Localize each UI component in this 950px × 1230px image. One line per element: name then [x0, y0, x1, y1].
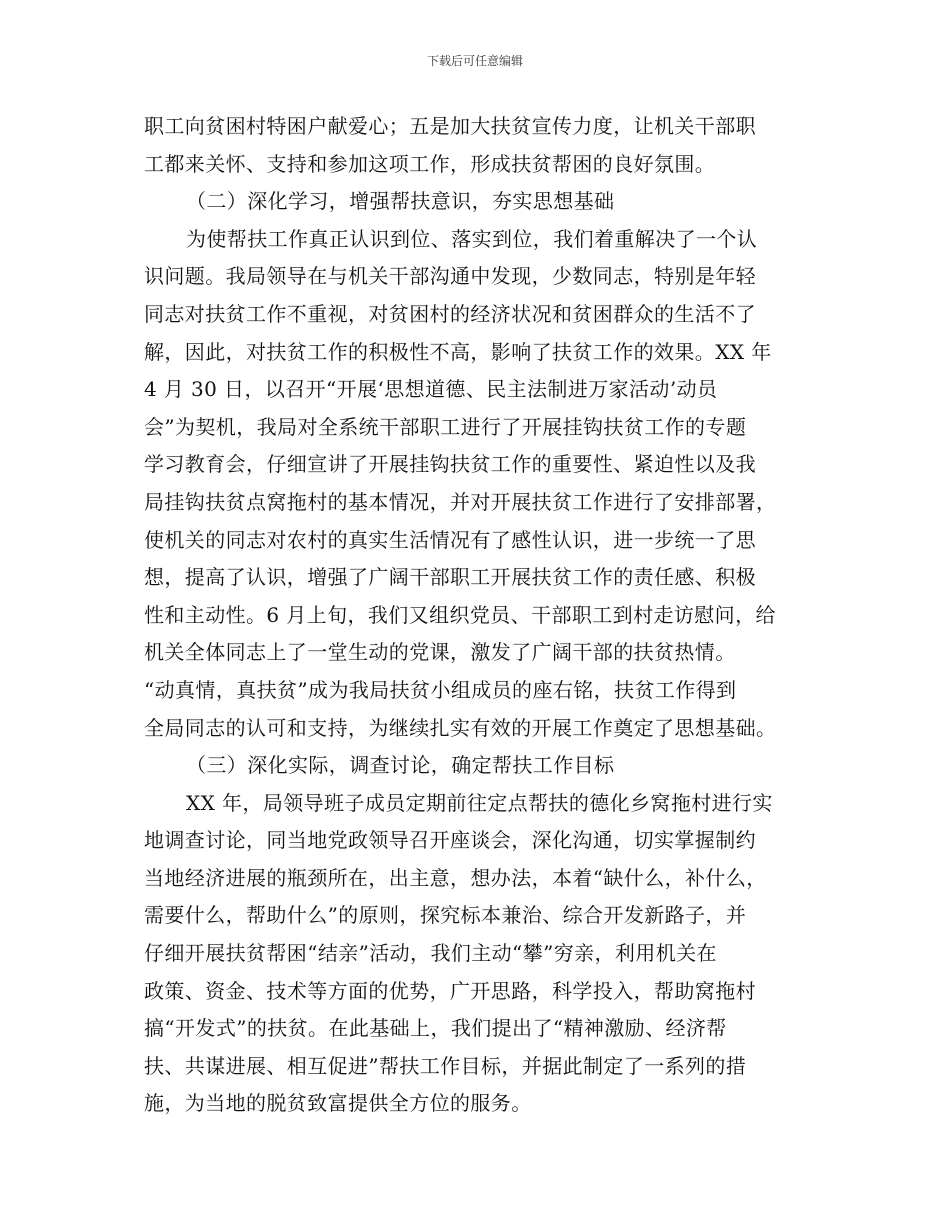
text-line: 政策、资金、技术等方面的优势，广开思路，科学投入，帮助窝拖村 — [144, 978, 756, 1003]
text-line: （三）深化实际，调查讨论，确定帮扶工作目标 — [186, 753, 615, 778]
document-body — [144, 108, 810, 1123]
text-line: 扶、共谋进展、相互促进”帮扶工作目标，并据此制定了一系列的措 — [144, 1053, 747, 1078]
text-line: 工都来关怀、支持和参加这项工作，形成扶贫帮困的良好氛围。 — [144, 151, 716, 176]
text-line: 性和主动性。6 月上旬，我们又组织党员、干部职工到村走访慰问，给 — [144, 602, 776, 627]
text-line: 同志对扶贫工作不重视，对贫困村的经济状况和贫困群众的生活不了 — [144, 301, 756, 326]
text-line: 仔细开展扶贫帮困“结亲”活动，我们主动“攀”穷亲，利用机关在 — [144, 941, 717, 966]
text-line: 职工向贫困村特困户献爱心；五是加大扶贫宣传力度，让机关干部职 — [144, 114, 756, 138]
text-line: 为使帮扶工作真正认识到位、落实到位，我们着重解决了一个认 — [186, 226, 758, 251]
text-line: 识问题。我局领导在与机关干部沟通中发现，少数同志，特别是年轻 — [144, 264, 756, 289]
text-line: 需要什么，帮助什么”的原则，探究标本兼治、综合开发新路子，并 — [144, 903, 747, 928]
text-line: 局挂钩扶贫点窝拖村的基本情况，并对开展扶贫工作进行了安排部署， — [144, 489, 777, 514]
text-line: 搞“开发式”的扶贫。在此基础上，我们提出了“精神激励、经济帮 — [144, 1016, 727, 1041]
text-line: 会”为契机，我局对全系统干部职工进行了开展挂钩扶贫工作的专题 — [144, 414, 747, 439]
text-line: 机关全体同志上了一堂生动的党课，激发了广阔干部的扶贫热情。 — [144, 640, 736, 665]
text-line: （二）深化学习，增强帮扶意识，夯实思想基础 — [186, 189, 615, 214]
text-line: XX 年，局领导班子成员定期前往定点帮扶的德化乡窝拖村进行实 — [186, 790, 773, 815]
text-line: 地调查讨论，同当地党政领导召开座谈会，深化沟通，切实掌握制约 — [144, 828, 756, 853]
text-line: 解，因此，对扶贫工作的积极性不高，影响了扶贫工作的效果。XX 年 — [144, 339, 772, 364]
text-line: 当地经济进展的瓶颈所在，出主意，想办法，本着“缺什么，补什么， — [144, 865, 767, 890]
text-line: 全局同志的认可和支持，为继续扎实有效的开展工作奠定了思想基础。 — [144, 715, 777, 740]
text-line: 想，提高了认识，增强了广阔干部职工开展扶贫工作的责任感、积极 — [144, 565, 756, 590]
text-line: 施，为当地的脱贫致富提供全方位的服务。 — [144, 1091, 532, 1116]
text-line: 学习教育会，仔细宣讲了开展挂钩扶贫工作的重要性、紧迫性以及我 — [144, 452, 756, 477]
text-line: 使机关的同志对农村的真实生活情况有了感性认识，进一步统一了思 — [144, 527, 756, 552]
text-line: 4 月 30 日，以召开“开展‘思想道德、民主法制进万家活动’动员 — [144, 377, 718, 402]
text-line: “动真情，真扶贫”成为我局扶贫小组成员的座右铭，扶贫工作得到 — [144, 677, 737, 702]
page-header: 下载后可任意编辑 — [426, 54, 523, 68]
